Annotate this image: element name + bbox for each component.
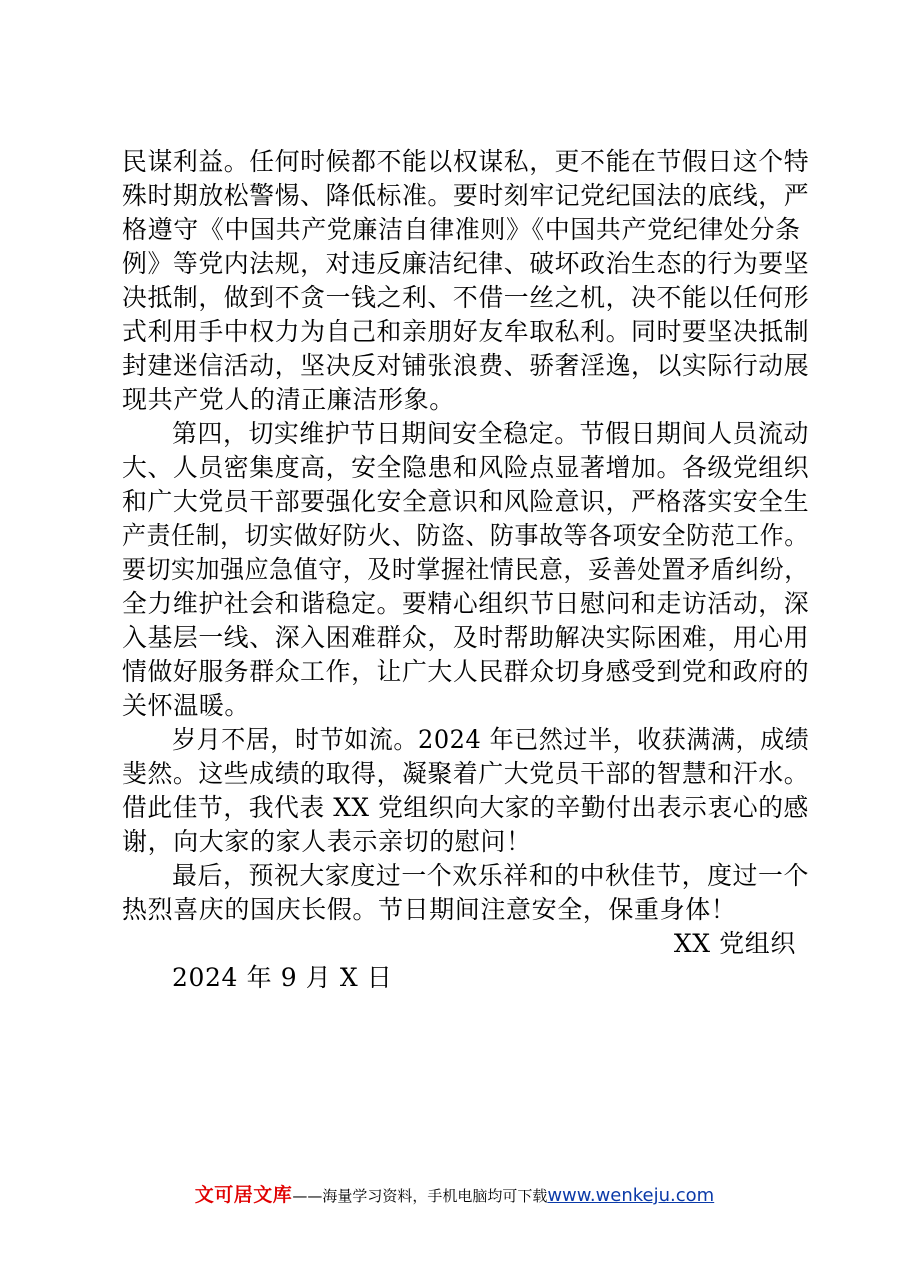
text-line: 现共产党人的清正廉洁形象。	[122, 385, 455, 414]
text-line: 决抵制，做到不贪一钱之利、不借一丝之机，决不能以任何形	[122, 283, 810, 312]
website-link[interactable]: www.wenkeju.com	[547, 1185, 715, 1206]
text-line: 殊时期放松警惕、降低标准。要时刻牢记党纪国法的底线，严	[122, 181, 810, 210]
text-line: 热烈喜庆的国庆长假。节日期间注意安全，保重身体！	[122, 895, 737, 924]
footer-banner	[0, 1180, 909, 1207]
text-line: 大、人员密集度高，安全隐患和风险点显著增加。各级党组织	[122, 453, 810, 482]
text-line: 要切实加强应急值守，及时掌握社情民意，妥善处置矛盾纠纷，	[122, 555, 809, 584]
text-line: 式利用手中权力为自己和亲朋好友牟取私利。同时要坚决抵制	[122, 317, 810, 346]
text-line: 入基层一线、深入困难群众，及时帮助解决实际困难，用心用	[122, 623, 810, 652]
footer-tagline: ——海量学习资料，手机电脑均可下载	[292, 1187, 548, 1205]
text-line: 民谋利益。任何时候都不能以权谋私，更不能在节假日这个特	[122, 147, 810, 176]
document-date: 2024 年 9 月 X 日	[172, 963, 393, 992]
text-line: 例》等党内法规，对违反廉洁纪律、破坏政治生态的行为要坚	[122, 249, 810, 278]
text-line: 格遵守《中国共产党廉洁自律准则》《中国共产党纪律处分条	[122, 215, 801, 244]
paragraph-start-line: 第四，切实维护节日期间安全稳定。节假日期间人员流动	[172, 419, 810, 448]
text-line: 谢，向大家的家人表示亲切的慰问！	[122, 827, 532, 856]
brand-name: 文可居文库	[194, 1184, 293, 1206]
text-line: 产责任制，切实做好防火、防盗、防事故等各项安全防范工作。	[122, 521, 809, 550]
text-line: 斐然。这些成绩的取得，凝聚着广大党员干部的智慧和汗水。	[122, 759, 810, 788]
text-line: 情做好服务群众工作，让广大人民群众切身感受到党和政府的	[122, 657, 810, 686]
paragraph-start-line: 岁月不居，时节如流。2024 年已然过半，收获满满，成绩	[172, 725, 810, 754]
text-line: 和广大党员干部要强化安全意识和风险意识，严格落实安全生	[122, 487, 810, 516]
text-line: 借此佳节，我代表 XX 党组织向大家的辛勤付出表示衷心的感	[122, 793, 809, 822]
paragraph-start-line: 最后，预祝大家度过一个欢乐祥和的中秋佳节，度过一个	[172, 861, 810, 890]
text-line: 封建迷信活动，坚决反对铺张浪费、骄奢淫逸，以实际行动展	[122, 351, 810, 380]
text-line: 关怀温暖。	[122, 691, 251, 720]
signature: XX 党组织	[673, 929, 796, 958]
text-line: 全力维护社会和谐稳定。要精心组织节日慰问和走访活动，深	[122, 589, 810, 618]
